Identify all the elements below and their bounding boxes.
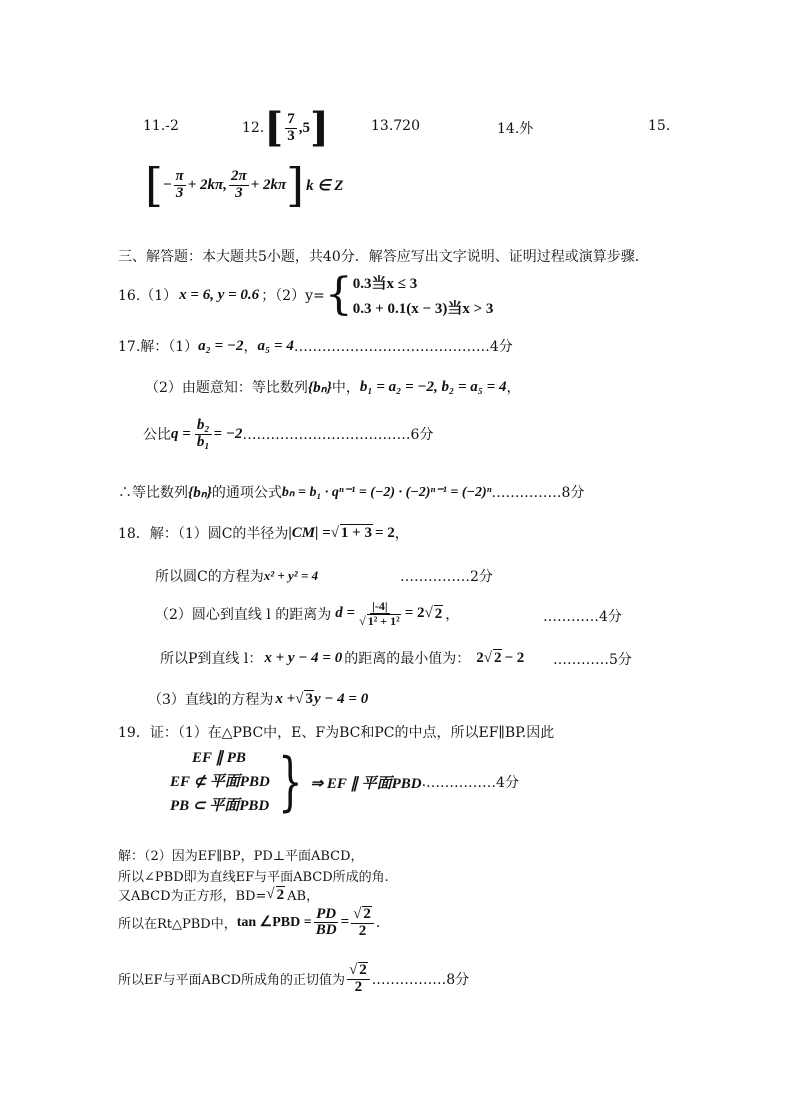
q19-p2-l5a: 所以EF与平面ABCD所成角的正切值为 [118,973,346,989]
q17-l4-expr: bₙ = b₁ · qⁿ⁻¹ = (−2) · (−2)ⁿ⁻¹ = (−2)ⁿ [281,484,492,500]
q19-p2-radicand: 2 [276,886,285,903]
q16-part1: x = 6, y = 0.6 [179,286,260,303]
q19-p2-line2: 所以∠PBD即为直线EF与平面ABCD所成的角. [118,870,389,885]
q19-p2-l4-eq: = [340,914,350,931]
answer-13: 13.720 [371,118,420,134]
fraction-num: 7 [287,110,295,127]
q19-conclusion: ⇒ EF ∥ 平面PBD [310,775,422,792]
q17-line4 [118,482,584,502]
interval-tail: k ∈ Z [306,177,344,194]
right-brace: } [277,745,303,819]
q18-line4 [160,648,524,668]
fraction-num: b₂ [196,417,210,433]
q17-l4-pre: ∴等比数列 [118,485,188,501]
q17-l3-eq: = −2 [213,425,243,442]
fraction-num: |-4| [372,599,388,613]
section-3-heading: 三、解答题：本大题共5小题，共40分．解答应写出文字说明、证明过程或演算步骤． [118,249,649,265]
q17-score-8: ……………8分 [491,485,585,501]
q17-l3-label: 公比 [143,427,171,444]
q19-premise-2: EF ⊄ 平面PBD [170,774,270,790]
q19-conclusion-end: . [421,774,427,790]
q19-p2-l4-end: . [375,914,381,931]
q19-p2-tan: tan ∠PBD = [236,915,312,931]
q16-sep: ；（2）y= [261,288,325,304]
q18-l3-end: ， [445,606,460,623]
fraction-2pi-3 [229,169,249,202]
q18-line3 [155,600,459,627]
q18-score-2: ……………2分 [400,569,493,585]
q16-label: 16.（1） [118,288,178,304]
answer-15: 15. [648,118,671,134]
q18-l3-text: （2）圆心到直线 l 的距离为 [155,606,332,623]
right-bracket: ] [309,104,329,151]
answer-12 [242,104,329,151]
q16-piecewise [324,269,494,320]
q17-line1 [118,336,513,356]
q16-case2: 0.3 + 0.1(x − 3)当x > 3 [352,301,494,317]
q18-l3-radicand: 2 [434,605,443,622]
q18-l1-radicand: 1 + 3 [340,525,372,541]
q19-premise-1: EF ∥ PB [192,750,246,766]
fraction-den: 2 [354,978,363,995]
q17-score-4: ……………………………………4分 [293,339,513,355]
fraction-b2-b1 [195,418,212,451]
fraction-num: √ 2 [351,906,374,924]
fraction-den: b₁ [196,433,210,450]
fraction-den: 3 [287,127,295,144]
q18-l5-expr2: y − 4 = 0 [313,690,369,707]
q19-line1: 19．证：（1）在△PBC中，E、F为BC和PC的中点，所以EF∥BP.因此 [118,725,555,741]
q19-p2-line4 [118,906,380,940]
q19-p2-l3a: 又ABCD为正方形，BD= [118,889,267,904]
fraction-num: √ 2 [347,962,370,980]
minus-sign: − [162,176,172,193]
q17-l2-bn: {bₙ} [307,379,332,396]
radicand: 2 [363,906,371,922]
q17-label: 17.解：（1） [118,339,199,355]
q19-deduction [170,746,519,818]
q17-l2-text: （2）由题意知：等比数列 [145,380,308,396]
q19-score-4: ……………4分 [426,775,519,791]
q18-l4-text: 所以P到直线 l： [160,651,263,667]
q19-score-8: .……………8分 [371,971,470,988]
q17-a5: a₅ = 4 [257,337,294,354]
sqrt-sign: √ [266,886,275,902]
q18-line1 [118,523,409,543]
q19-p2-line5 [118,962,469,996]
interval-mid-2: + 2kπ [250,176,287,193]
q19-p2-l4a: 所以在Rt△PBD中， [118,917,237,933]
fraction-sqrt2-2-final [347,962,370,996]
q19-premises [170,746,270,818]
sqrt-sign: √ [330,524,339,541]
q16-line [118,269,494,320]
sqrt-sign: √ [424,605,433,622]
fraction-num: π [175,167,184,184]
answer-14: 14.外 [497,121,534,137]
fraction-den: 2 [358,922,367,939]
q18-l1-end: ， [394,526,409,542]
q17-score-6: ………………………………6分 [242,427,434,444]
fraction-num: PD [316,905,337,922]
q17-l2-expr: b₁ = a₂ = −2, b₂ = a₅ = 4 [359,378,507,395]
q18-l1-label: 18．解：（1）圆C的半径为 [118,526,289,542]
q18-l4-tail: − 2 [504,649,525,666]
fraction-den: BD [315,922,337,939]
interval-mid-1: + 2kπ, [187,176,227,193]
fraction-den: 3 [175,184,184,201]
q18-l4-radicand: 2 [493,650,502,666]
sqrt-sign: √ [483,649,492,666]
q17-l2-mid: 中， [331,380,360,396]
q18-l4-expr: x + y − 4 = 0 [264,649,343,666]
q19-p2-l3b: AB， [287,889,320,904]
q19-p2-line3 [118,885,319,904]
fraction-pi-3 [174,169,186,202]
q18-l5-expr1: x + [275,690,296,707]
answer-15-interval [145,158,344,212]
q17-a2: a₂ = −2 [198,337,244,354]
q18-l3-eq: = 2 [404,605,425,622]
q18-l4-val: 2 [476,649,484,666]
q18-l5-radicand: 3 [305,691,313,707]
fraction-7-3 [285,112,297,145]
q17-l3-q: q = [171,425,191,442]
q19-p2-line1: 解：（2）因为EF∥BP，PD⊥平面ABCD， [118,849,364,864]
q17-l4-mid: 的通项公式 [211,485,282,501]
q18-l2-text: 所以圆C的方程为 [155,569,264,585]
answer-12-tail: ,5 [298,119,310,136]
answer-11: 11.-2 [143,118,179,134]
q18-score-5: …………5分 [553,652,632,668]
q18-line5 [148,689,368,709]
q18-l1-expr: |CM| = [288,524,331,541]
q18-line2 [155,566,318,586]
fraction-num: 2π [230,167,247,184]
q17-sep: ， [243,339,258,355]
q17-l2-end: ， [506,380,521,396]
q18-l3-d: d = [335,605,356,622]
q17-line3 [143,418,433,451]
fraction-den: √ 1² + 1² [359,613,400,628]
q18-l4-mid: 的距离的最小值为： [344,651,471,667]
left-bracket: [ [145,158,163,212]
q16-case1: 0.3当x ≤ 3 [352,276,418,292]
q17-line2 [145,377,521,397]
left-bracket: [ [264,104,284,151]
fraction-distance [357,600,403,627]
q18-l1-eq: = 2 [374,524,395,541]
q19-premise-3: PB ⊂ 平面PBD [170,798,270,814]
answer-12-label: 12. [242,120,265,136]
q18-l5-text: （3）直线l的方程为 [148,692,274,708]
right-bracket: ] [286,158,305,212]
radicand: 1² + 1² [367,613,400,628]
q18-score-4: …………4分 [543,609,622,625]
radicand: 2 [359,962,367,978]
left-brace: { [324,269,353,320]
q17-l4-bn: {bₙ} [188,484,212,501]
q18-l2-expr: x² + y² = 4 [263,568,319,583]
fraction-pd-bd [314,907,339,940]
fraction-den: 3 [235,184,243,201]
sqrt-sign: √ [295,690,304,707]
fraction-sqrt2-2 [351,906,374,940]
